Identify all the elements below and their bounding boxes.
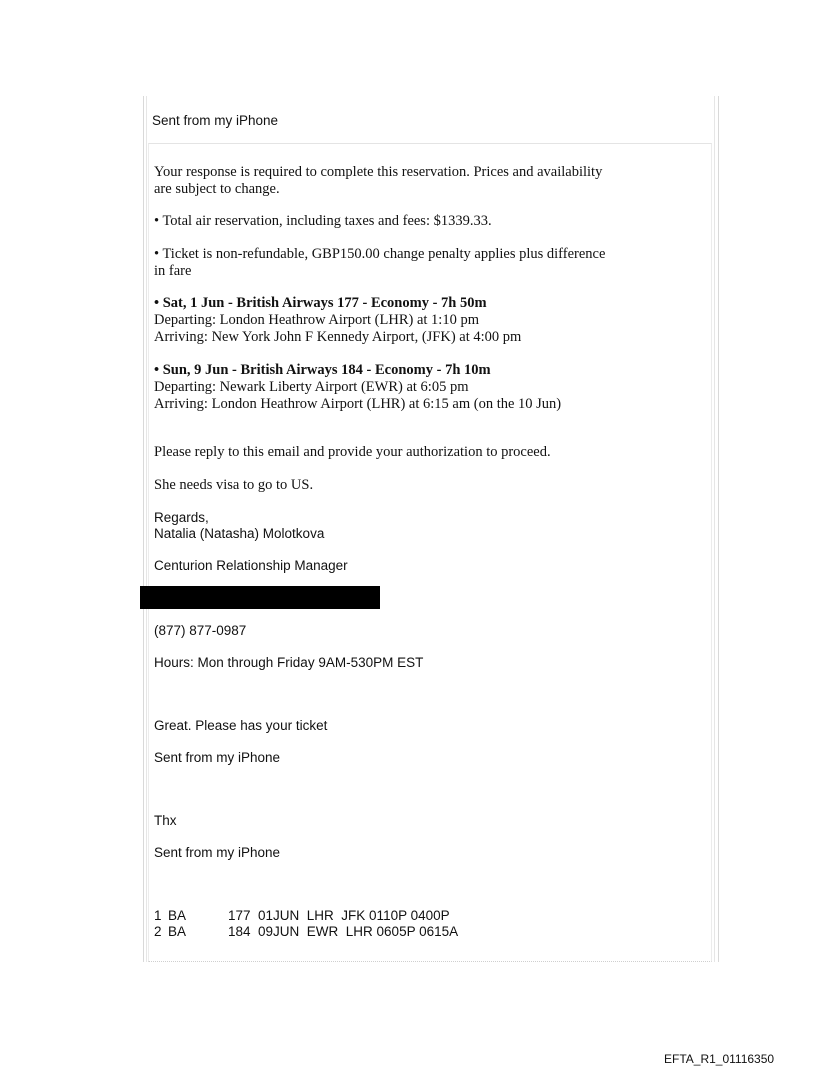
visa-note: She needs visa to go to US. xyxy=(154,477,314,493)
reply-request: Please reply to this email and provide your authorization to proceed. xyxy=(154,444,551,460)
ticket-terms-line-1: • Ticket is non-refundable, GBP150.00 change penalty applies plus difference xyxy=(154,246,606,262)
signature-phone: (877) 877-0987 xyxy=(154,623,247,638)
sent-from-header: Sent from my iPhone xyxy=(152,113,279,128)
quote-rule-left-inner xyxy=(146,96,147,962)
itinerary-airline: BA xyxy=(168,908,187,923)
flight-2-departing: Departing: Newark Liberty Airport (EWR) at 6:05 pm xyxy=(154,379,469,395)
quoted-message-box xyxy=(148,143,712,962)
total-fare-bullet: • Total air reservation, including taxes and fees: $1339.33. xyxy=(154,213,492,229)
flight-1-arriving: Arriving: New York John F Kennedy Airport, (JFK) at 4:00 pm xyxy=(154,329,522,345)
itinerary-details: 184 09JUN EWR LHR 0605P 0615A xyxy=(228,924,459,939)
intro-line-2: are subject to change. xyxy=(154,181,280,197)
redaction-bar xyxy=(140,586,380,609)
quote-rule-left-outer xyxy=(143,96,144,962)
quote-rule-right-inner xyxy=(714,96,715,962)
signature-hours: Hours: Mon through Friday 9AM-530PM EST xyxy=(154,655,424,670)
flight-1-departing: Departing: London Heathrow Airport (LHR) at 1:10 pm xyxy=(154,312,479,328)
ticket-terms-line-2: in fare xyxy=(154,263,192,279)
flight-2-title: • Sun, 9 Jun - British Airways 184 - Economy - 7h 10m xyxy=(154,362,491,378)
flight-1-title: • Sat, 1 Jun - British Airways 177 - Economy - 7h 50m xyxy=(154,295,487,311)
reply-1-text: Great. Please has your ticket xyxy=(154,718,328,733)
signature-role: Centurion Relationship Manager xyxy=(154,558,348,573)
itinerary-details: 177 01JUN LHR JFK 0110P 0400P xyxy=(228,908,450,923)
bates-number: EFTA_R1_01116350 xyxy=(664,1052,775,1066)
quote-rule-right-outer xyxy=(718,96,719,962)
reply-2-sent-from: Sent from my iPhone xyxy=(154,845,281,860)
flight-2-arriving: Arriving: London Heathrow Airport (LHR) at 6:15 am (on the 10 Jun) xyxy=(154,396,562,412)
reply-2-text: Thx xyxy=(154,813,177,828)
itinerary-segment-number: 2 xyxy=(154,924,162,939)
itinerary-airline: BA xyxy=(168,924,187,939)
intro-line-1: Your response is required to complete this reservation. Prices and availability xyxy=(154,164,603,180)
signature-regards: Regards, xyxy=(154,510,209,525)
itinerary-segment-number: 1 xyxy=(154,908,162,923)
signature-name: Natalia (Natasha) Molotkova xyxy=(154,526,325,541)
reply-1-sent-from: Sent from my iPhone xyxy=(154,750,281,765)
